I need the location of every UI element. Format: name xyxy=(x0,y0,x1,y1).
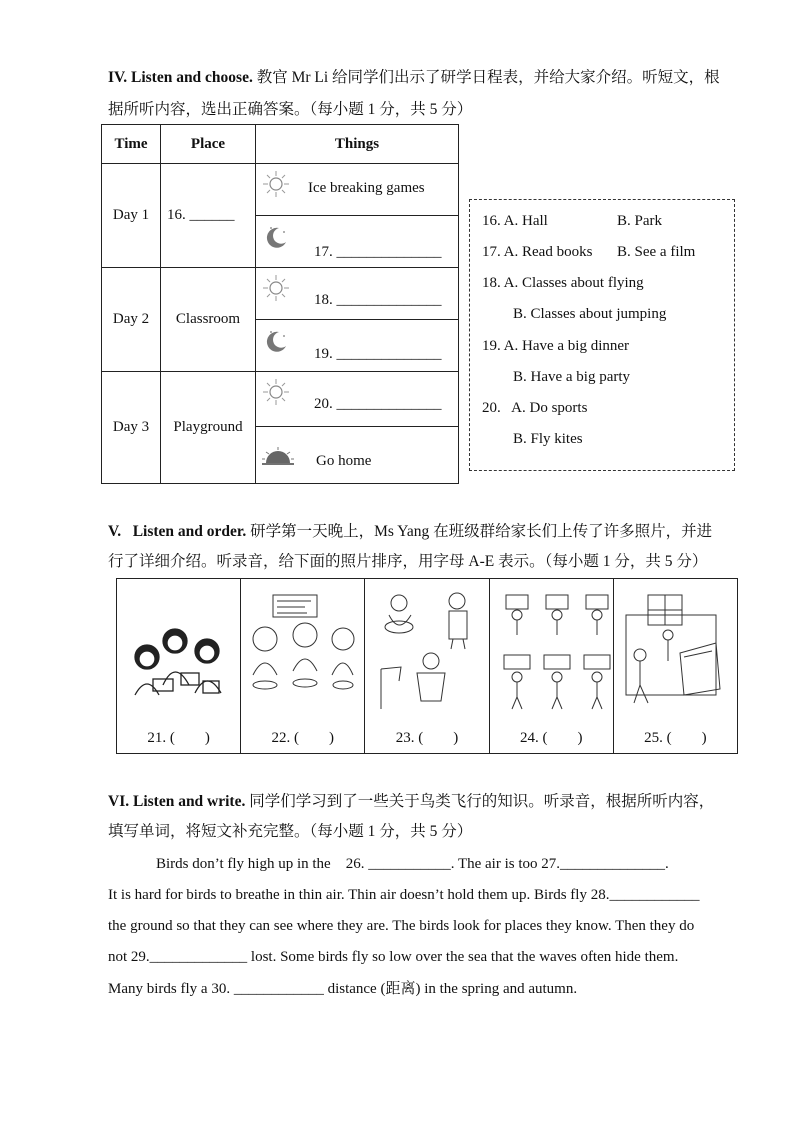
option-18b: B. Classes about jumping xyxy=(513,306,667,322)
schedule-table xyxy=(101,124,459,484)
photo-eating xyxy=(241,579,365,753)
moon-icon xyxy=(262,222,290,250)
answer-blank-19[interactable]: 19. ______________ xyxy=(314,346,442,362)
photo-exercise xyxy=(490,579,614,753)
photo-dorm xyxy=(614,579,737,753)
option-20b: B. Fly kites xyxy=(513,431,583,447)
thing-text: Go home xyxy=(316,453,372,469)
children-exercising-illustration xyxy=(496,585,614,715)
sun-icon xyxy=(262,170,290,198)
things-cell xyxy=(256,216,459,268)
sunset-icon xyxy=(262,443,294,471)
children-reading-illustration xyxy=(123,585,231,715)
day-label: Day 1 xyxy=(102,164,161,268)
section-6-heading: VI. Listen and write. xyxy=(108,793,246,810)
children-room-illustration xyxy=(620,585,728,715)
section-6-instruction: 同学们学习到了一些关于鸟类飞行的知识。听录音，根据所听内容， xyxy=(245,793,715,810)
section-5-heading: V. Listen and order. xyxy=(108,523,247,540)
photo-label-22[interactable]: 22. ( ) xyxy=(271,730,335,746)
place-cell: Classroom xyxy=(161,268,256,372)
section-5-instruction-line2: 行了详细介绍。听录音，给下面的照片排序，用字母 A-E 表示。（每小题 1 分，共 5 分） xyxy=(108,553,708,570)
things-cell xyxy=(256,372,459,427)
moon-icon xyxy=(262,326,290,354)
header-things: Things xyxy=(256,125,459,164)
option-17a: 17. A. Read books xyxy=(482,244,593,260)
things-cell xyxy=(256,164,459,216)
day-label: Day 2 xyxy=(102,268,161,372)
photo-label-23[interactable]: 23. ( ) xyxy=(395,730,459,746)
options-box xyxy=(469,199,735,471)
section-6-title xyxy=(108,786,748,818)
answer-blank-18[interactable]: 18. ______________ xyxy=(314,292,442,308)
day-label: Day 3 xyxy=(102,372,161,484)
option-17b: B. See a film xyxy=(617,244,696,260)
children-sack-race-illustration xyxy=(371,585,489,715)
thing-text: Ice breaking games xyxy=(308,180,425,196)
answer-blank-20[interactable]: 20. ______________ xyxy=(314,396,442,412)
option-19a: 19. A. Have a big dinner xyxy=(482,338,630,354)
passage-line-5: Many birds fly a 30. ____________ distance (距离) in the spring and autumn. xyxy=(108,981,578,997)
option-16b: B. Park xyxy=(617,213,662,229)
option-16a: 16. A. Hall xyxy=(482,213,548,229)
answer-blank-17[interactable]: 17. ______________ xyxy=(314,244,442,260)
header-place: Place xyxy=(161,125,256,164)
passage-line-3: the ground so that they can see where they are. The birds look for places they know. Then they do xyxy=(108,918,695,934)
things-cell xyxy=(256,268,459,320)
passage-line-4: not 29._____________ lost. Some birds fly so low over the sea that the waves often hide them. xyxy=(108,949,679,965)
photo-reading xyxy=(117,579,241,753)
photo-jumping xyxy=(365,579,489,753)
option-18a: 18. A. Classes about flying xyxy=(482,275,644,291)
photo-label-25[interactable]: 25. ( ) xyxy=(644,730,707,746)
place-cell: Playground xyxy=(161,372,256,484)
children-eating-illustration xyxy=(247,585,357,715)
option-19b: B. Have a big party xyxy=(513,369,631,385)
sun-icon xyxy=(262,378,290,406)
passage-line-2: It is hard for birds to breathe in thin air. Thin air doesn’t hold them up. Birds fly 28.____________ xyxy=(108,887,700,903)
section-5-title xyxy=(108,516,748,548)
passage-line-1: Birds don’t fly high up in the 26. ___________. The air is too 27.______________. xyxy=(156,856,669,872)
things-cell xyxy=(256,320,459,372)
section-5-instruction: 研学第一天晚上，Ms Yang 在班级群给家长们上传了许多照片，并进 xyxy=(246,523,713,540)
place-cell: 16. ______ xyxy=(161,164,256,268)
section-4-instruction: 教官 Mr Li 给同学们出示了研学日程表，并给大家介绍。听短文，根 xyxy=(252,69,720,86)
photo-label-21[interactable]: 21. ( ) xyxy=(147,730,210,746)
section-4-title xyxy=(108,62,748,94)
section-6-instruction-line2: 填写单词，将短文补充完整。（每小题 1 分，共 5 分） xyxy=(108,823,473,840)
things-cell xyxy=(256,427,459,484)
sun-icon xyxy=(262,274,290,302)
section-4-heading: IV. Listen and choose. xyxy=(108,69,253,86)
header-time: Time xyxy=(102,125,161,164)
section-4-instruction-line2: 据所听内容，选出正确答案。（每小题 1 分，共 5 分） xyxy=(108,101,473,118)
photo-strip xyxy=(116,578,738,754)
photo-label-24[interactable]: 24. ( ) xyxy=(519,730,583,746)
option-20a: 20. A. Do sports xyxy=(482,400,588,416)
